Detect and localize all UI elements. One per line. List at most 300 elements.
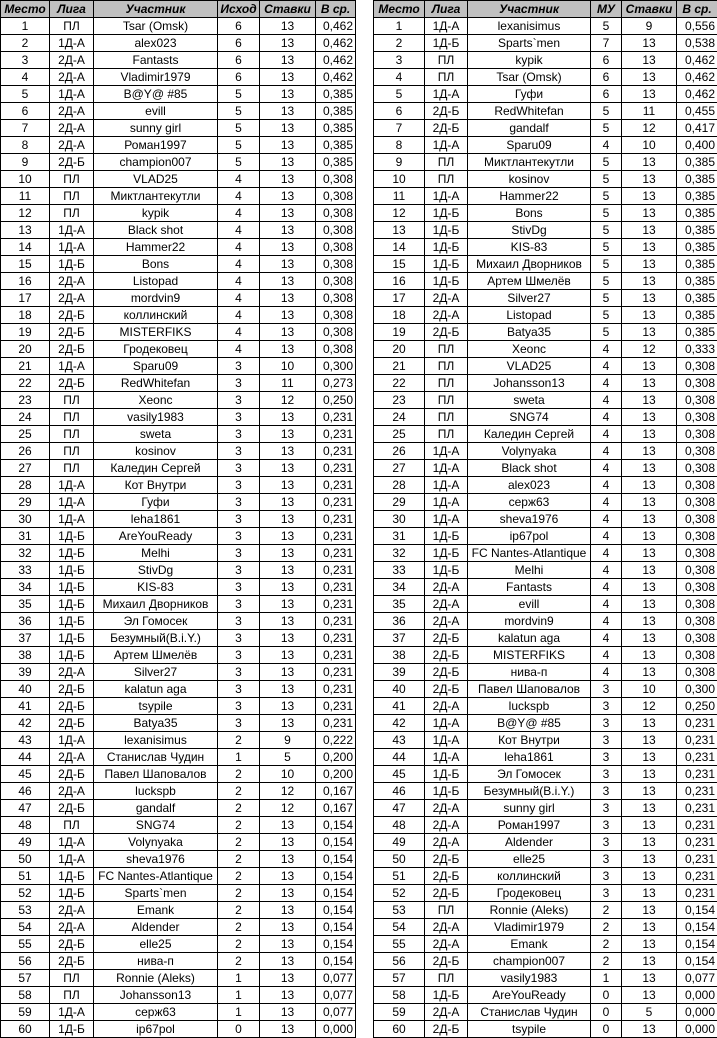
table-row (1, 86, 356, 103)
cell-league: ПЛ (50, 392, 94, 409)
table-row (374, 936, 717, 953)
cell-participant: Каледин Сергей (468, 426, 591, 443)
cell-participant: Tsar (Omsk) (94, 18, 218, 35)
cell-score: 1 (218, 749, 260, 766)
cell-bets: 13 (622, 69, 677, 86)
cell-league: 1Д-Б (425, 256, 468, 273)
cell-participant: Vladimir1979 (468, 919, 591, 936)
cell-bets: 13 (260, 817, 316, 834)
cell-participant: FC Nantes-Atlantique (94, 868, 218, 885)
cell-league: 2Д-Б (50, 698, 94, 715)
cell-bets: 13 (260, 511, 316, 528)
cell-place: 56 (374, 953, 425, 970)
cell-league: 2Д-Б (50, 154, 94, 171)
cell-league: ПЛ (50, 443, 94, 460)
cell-bets: 13 (622, 783, 677, 800)
cell-average: 0,077 (316, 1004, 356, 1021)
cell-league: 1Д-Б (50, 579, 94, 596)
cell-score: 3 (218, 426, 260, 443)
cell-place: 51 (374, 868, 425, 885)
cell-place: 46 (374, 783, 425, 800)
cell-place: 4 (1, 69, 50, 86)
cell-bets: 13 (622, 613, 677, 630)
cell-score: 2 (218, 868, 260, 885)
cell-participant: коллинский (94, 307, 218, 324)
cell-place: 9 (1, 154, 50, 171)
cell-average: 0,538 (677, 35, 717, 52)
cell-average: 0,462 (316, 35, 356, 52)
cell-participant: lexanisimus (94, 732, 218, 749)
cell-league: 2Д-А (425, 613, 468, 630)
cell-bets: 13 (260, 35, 316, 52)
cell-league: 1Д-Б (50, 562, 94, 579)
cell-place: 8 (1, 137, 50, 154)
cell-participant: Fantasts (94, 52, 218, 69)
cell-place: 14 (1, 239, 50, 256)
cell-place: 18 (1, 307, 50, 324)
cell-score: 3 (591, 715, 622, 732)
cell-participant: Безумный(B.i.Y.) (468, 783, 591, 800)
cell-place: 10 (374, 171, 425, 188)
cell-bets: 13 (260, 562, 316, 579)
cell-average: 0,231 (316, 494, 356, 511)
cell-participant: kypik (94, 205, 218, 222)
cell-bets: 13 (260, 494, 316, 511)
cell-league: ПЛ (50, 18, 94, 35)
cell-participant: leha1861 (468, 749, 591, 766)
cell-bets: 13 (622, 188, 677, 205)
cell-bets: 13 (622, 392, 677, 409)
cell-bets: 13 (260, 120, 316, 137)
cell-bets: 13 (622, 851, 677, 868)
cell-average: 0,231 (677, 715, 717, 732)
table-row (1, 341, 356, 358)
table-row (374, 528, 717, 545)
cell-participant: Sparu09 (94, 358, 218, 375)
cell-league: 1Д-А (50, 86, 94, 103)
cell-score: 1 (218, 970, 260, 987)
cell-score: 4 (218, 290, 260, 307)
cell-bets: 13 (260, 885, 316, 902)
cell-score: 2 (591, 919, 622, 936)
cell-participant: Эл Гомосек (94, 613, 218, 630)
table-header-row (374, 1, 717, 18)
cell-participant: AreYouReady (468, 987, 591, 1004)
cell-place: 30 (1, 511, 50, 528)
cell-score: 5 (591, 324, 622, 341)
table-row (1, 851, 356, 868)
table-row (374, 35, 717, 52)
cell-score: 3 (218, 409, 260, 426)
cell-bets: 13 (622, 732, 677, 749)
cell-league: 1Д-А (425, 511, 468, 528)
cell-participant: коллинский (468, 868, 591, 885)
cell-participant: Sparts`men (94, 885, 218, 902)
cell-participant: FC Nantes-Atlantique (468, 545, 591, 562)
cell-place: 18 (374, 307, 425, 324)
cell-bets: 13 (622, 256, 677, 273)
cell-place: 57 (374, 970, 425, 987)
cell-score: 4 (591, 375, 622, 392)
cell-place: 4 (374, 69, 425, 86)
cell-participant: ip67pol (468, 528, 591, 545)
cell-participant: MISTERFIKS (468, 647, 591, 664)
cell-league: 2Д-А (50, 290, 94, 307)
cell-bets: 13 (260, 868, 316, 885)
cell-league: 2Д-Б (425, 1021, 468, 1038)
cell-score: 2 (218, 732, 260, 749)
cell-place: 11 (374, 188, 425, 205)
cell-bets: 12 (260, 783, 316, 800)
table-row (374, 868, 717, 885)
cell-place: 13 (374, 222, 425, 239)
cell-place: 35 (1, 596, 50, 613)
cell-participant: Fantasts (468, 579, 591, 596)
cell-score: 5 (218, 86, 260, 103)
cell-place: 33 (374, 562, 425, 579)
table-row (374, 851, 717, 868)
table-row (1, 545, 356, 562)
cell-participant: Гуфи (468, 86, 591, 103)
cell-participant: Emank (468, 936, 591, 953)
cell-score: 3 (218, 664, 260, 681)
cell-league: ПЛ (425, 426, 468, 443)
table-row (374, 171, 717, 188)
cell-place: 38 (1, 647, 50, 664)
cell-participant: kalatun aga (94, 681, 218, 698)
cell-place: 1 (374, 18, 425, 35)
table-row (1, 834, 356, 851)
cell-place: 12 (1, 205, 50, 222)
cell-league: 1Д-Б (425, 783, 468, 800)
cell-bets: 13 (622, 460, 677, 477)
cell-league: 1Д-А (50, 477, 94, 494)
cell-bets: 13 (622, 766, 677, 783)
table-row (374, 375, 717, 392)
cell-participant: Silver27 (94, 664, 218, 681)
cell-score: 1 (218, 1004, 260, 1021)
cell-average: 0,200 (316, 766, 356, 783)
cell-score: 4 (591, 460, 622, 477)
cell-place: 2 (374, 35, 425, 52)
cell-league: 1Д-А (425, 732, 468, 749)
cell-average: 0,300 (316, 358, 356, 375)
table-row (1, 137, 356, 154)
table-row (374, 86, 717, 103)
cell-average: 0,222 (316, 732, 356, 749)
cell-bets: 13 (260, 137, 316, 154)
cell-league: 2Д-А (50, 749, 94, 766)
cell-score: 4 (218, 273, 260, 290)
cell-league: 1Д-А (50, 511, 94, 528)
cell-participant: Batya35 (94, 715, 218, 732)
table-row (374, 409, 717, 426)
table-row (374, 630, 717, 647)
cell-participant: Безумный(B.i.Y.) (94, 630, 218, 647)
cell-participant: Кот Внутри (94, 477, 218, 494)
cell-place: 15 (374, 256, 425, 273)
cell-place: 59 (1, 1004, 50, 1021)
cell-score: 5 (591, 171, 622, 188)
cell-average: 0,077 (316, 987, 356, 1004)
cell-bets: 13 (622, 35, 677, 52)
cell-average: 0,231 (316, 545, 356, 562)
table-row (374, 1021, 717, 1038)
cell-league: 1Д-А (425, 188, 468, 205)
cell-score: 3 (591, 868, 622, 885)
cell-bets: 13 (622, 477, 677, 494)
table-row (374, 681, 717, 698)
cell-average: 0,308 (677, 511, 717, 528)
cell-league: 2Д-Б (425, 103, 468, 120)
cell-place: 29 (1, 494, 50, 511)
cell-bets: 13 (260, 1004, 316, 1021)
cell-average: 0,231 (316, 681, 356, 698)
cell-league: 1Д-Б (425, 273, 468, 290)
cell-league: 1Д-Б (425, 987, 468, 1004)
cell-score: 3 (218, 579, 260, 596)
cell-average: 0,385 (677, 324, 717, 341)
cell-score: 4 (218, 341, 260, 358)
cell-bets: 13 (622, 239, 677, 256)
cell-bets: 13 (622, 290, 677, 307)
table-row (374, 103, 717, 120)
cell-average: 0,231 (677, 851, 717, 868)
cell-participant: Гуфи (94, 494, 218, 511)
cell-participant: Tsar (Omsk) (468, 69, 591, 86)
cell-average: 0,308 (677, 494, 717, 511)
cell-place: 43 (1, 732, 50, 749)
table-row (374, 766, 717, 783)
table-row (1, 953, 356, 970)
cell-bets: 13 (260, 69, 316, 86)
cell-score: 4 (218, 171, 260, 188)
cell-average: 0,231 (316, 579, 356, 596)
cell-place: 2 (1, 35, 50, 52)
cell-participant: Aldender (468, 834, 591, 851)
table-row (1, 1021, 356, 1038)
cell-average: 0,231 (677, 749, 717, 766)
cell-bets: 13 (260, 154, 316, 171)
cell-league: ПЛ (50, 426, 94, 443)
cell-average: 0,308 (316, 188, 356, 205)
table-row (374, 18, 717, 35)
cell-bets: 13 (260, 970, 316, 987)
table-row (1, 375, 356, 392)
cell-bets: 13 (622, 885, 677, 902)
cell-league: 1Д-Б (50, 868, 94, 885)
cell-place: 59 (374, 1004, 425, 1021)
cell-place: 21 (1, 358, 50, 375)
cell-league: 2Д-А (425, 698, 468, 715)
cell-participant: KIS-83 (468, 239, 591, 256)
header-exact-scores: МУ (591, 1, 622, 18)
cell-league: 2Д-Б (425, 851, 468, 868)
table-row (1, 324, 356, 341)
cell-score: 3 (218, 375, 260, 392)
cell-score: 6 (218, 18, 260, 35)
table-row (1, 868, 356, 885)
cell-place: 7 (374, 120, 425, 137)
cell-league: 1Д-Б (425, 528, 468, 545)
cell-bets: 12 (260, 800, 316, 817)
cell-league: 2Д-Б (425, 868, 468, 885)
cell-place: 16 (1, 273, 50, 290)
cell-place: 38 (374, 647, 425, 664)
cell-league: 2Д-Б (50, 800, 94, 817)
cell-participant: Johansson13 (94, 987, 218, 1004)
cell-league: 2Д-Б (425, 120, 468, 137)
cell-league: 2Д-А (50, 103, 94, 120)
cell-bets: 13 (622, 834, 677, 851)
cell-bets: 13 (260, 273, 316, 290)
cell-average: 0,231 (316, 460, 356, 477)
table-row (1, 970, 356, 987)
cell-participant: MISTERFIKS (94, 324, 218, 341)
cell-league: 1Д-А (50, 1004, 94, 1021)
cell-place: 48 (374, 817, 425, 834)
cell-score: 5 (218, 120, 260, 137)
cell-bets: 10 (260, 358, 316, 375)
cell-score: 3 (591, 885, 622, 902)
cell-participant: Миктлантекутли (94, 188, 218, 205)
cell-participant: серж63 (94, 1004, 218, 1021)
cell-score: 3 (218, 528, 260, 545)
cell-participant: Станислав Чудин (468, 1004, 591, 1021)
cell-bets: 13 (622, 562, 677, 579)
cell-average: 0,455 (677, 103, 717, 120)
table-row (1, 460, 356, 477)
cell-bets: 13 (260, 579, 316, 596)
cell-participant: sheva1976 (94, 851, 218, 868)
header-outcome: Исход (218, 1, 260, 18)
cell-participant: Миктлантекутли (468, 154, 591, 171)
cell-score: 5 (591, 239, 622, 256)
header-place: Место (1, 1, 50, 18)
table-row (374, 120, 717, 137)
cell-participant: Xeonc (94, 392, 218, 409)
cell-bets: 13 (260, 528, 316, 545)
cell-place: 29 (374, 494, 425, 511)
cell-place: 3 (374, 52, 425, 69)
cell-participant: Listopad (94, 273, 218, 290)
table-row (374, 970, 717, 987)
cell-score: 5 (591, 205, 622, 222)
cell-bets: 11 (260, 375, 316, 392)
cell-average: 0,154 (316, 851, 356, 868)
cell-participant: tsypile (94, 698, 218, 715)
table-row (374, 987, 717, 1004)
cell-average: 0,462 (316, 69, 356, 86)
cell-average: 0,231 (316, 596, 356, 613)
cell-place: 41 (374, 698, 425, 715)
cell-bets: 13 (260, 647, 316, 664)
table-row (1, 783, 356, 800)
cell-average: 0,167 (316, 783, 356, 800)
cell-league: 2Д-А (425, 290, 468, 307)
cell-participant: Melhi (468, 562, 591, 579)
cell-place: 45 (374, 766, 425, 783)
table-row (374, 188, 717, 205)
cell-place: 40 (1, 681, 50, 698)
header-league: Лига (50, 1, 94, 18)
cell-bets: 13 (622, 205, 677, 222)
cell-league: 2Д-Б (425, 664, 468, 681)
table-row (1, 987, 356, 1004)
cell-bets: 13 (622, 987, 677, 1004)
cell-participant: AreYouReady (94, 528, 218, 545)
cell-place: 43 (374, 732, 425, 749)
cell-average: 0,077 (677, 970, 717, 987)
cell-league: 2Д-Б (425, 324, 468, 341)
cell-place: 34 (374, 579, 425, 596)
cell-score: 4 (591, 494, 622, 511)
cell-score: 0 (591, 1004, 622, 1021)
cell-participant: sweta (468, 392, 591, 409)
cell-participant: evill (94, 103, 218, 120)
cell-bets: 13 (260, 290, 316, 307)
cell-average: 0,308 (316, 324, 356, 341)
cell-place: 11 (1, 188, 50, 205)
cell-league: 1Д-Б (50, 885, 94, 902)
cell-participant: kalatun aga (468, 630, 591, 647)
cell-score: 2 (218, 766, 260, 783)
cell-league: 1Д-Б (50, 545, 94, 562)
cell-place: 31 (374, 528, 425, 545)
cell-participant: Гродековец (94, 341, 218, 358)
cell-score: 5 (591, 103, 622, 120)
cell-bets: 13 (260, 834, 316, 851)
cell-league: 1Д-Б (50, 1021, 94, 1038)
header-participant: Участник (468, 1, 591, 18)
cell-league: ПЛ (425, 358, 468, 375)
cell-average: 0,308 (677, 596, 717, 613)
cell-average: 0,200 (316, 749, 356, 766)
cell-score: 4 (218, 188, 260, 205)
table-row (374, 919, 717, 936)
table-row (1, 273, 356, 290)
cell-place: 19 (1, 324, 50, 341)
cell-bets: 13 (260, 698, 316, 715)
cell-score: 5 (218, 154, 260, 171)
cell-average: 0,308 (316, 239, 356, 256)
cell-bets: 13 (622, 715, 677, 732)
cell-participant: Михаил Дворников (468, 256, 591, 273)
cell-score: 3 (218, 477, 260, 494)
cell-participant: SNG74 (468, 409, 591, 426)
cell-average: 0,250 (316, 392, 356, 409)
cell-participant: Кот Внутри (468, 732, 591, 749)
cell-average: 0,231 (316, 528, 356, 545)
table-row (374, 477, 717, 494)
cell-participant: Эл Гомосек (468, 766, 591, 783)
cell-average: 0,308 (677, 630, 717, 647)
cell-average: 0,231 (316, 630, 356, 647)
cell-score: 5 (591, 256, 622, 273)
cell-score: 3 (218, 596, 260, 613)
cell-league: 1Д-А (50, 494, 94, 511)
cell-place: 5 (1, 86, 50, 103)
cell-participant: VLAD25 (94, 171, 218, 188)
cell-participant: evill (468, 596, 591, 613)
cell-league: 2Д-А (50, 783, 94, 800)
cell-bets: 13 (260, 222, 316, 239)
cell-league: 2Д-Б (425, 647, 468, 664)
cell-score: 0 (591, 1021, 622, 1038)
table-row (1, 630, 356, 647)
table-row (1, 290, 356, 307)
cell-score: 4 (591, 613, 622, 630)
